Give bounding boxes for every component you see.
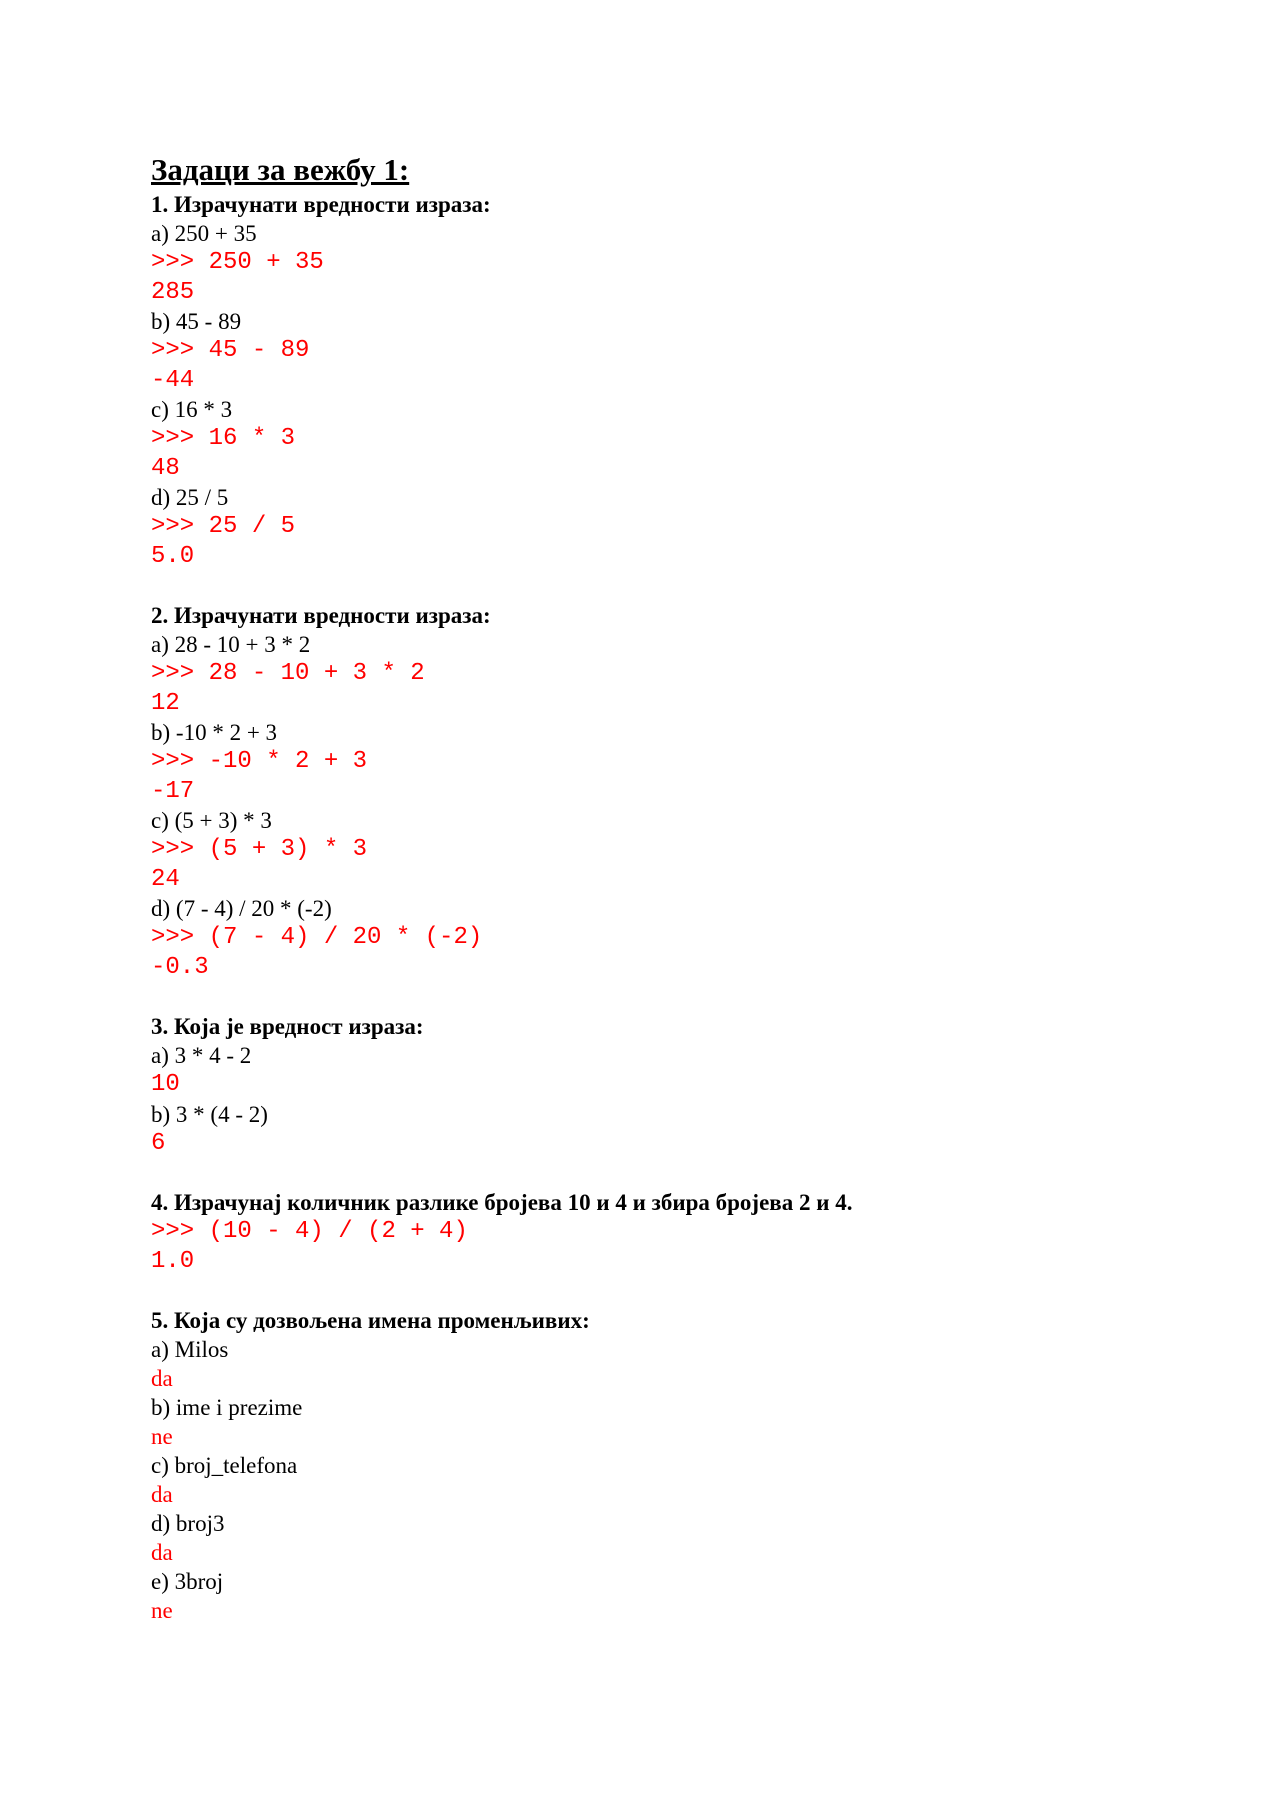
item-label: e) 3broj — [151, 1569, 224, 1594]
code-result: 24 — [151, 865, 180, 893]
document-page — [151, 152, 1151, 1625]
section-spacer — [151, 1158, 1151, 1188]
item-label: a) 3 * 4 - 2 — [151, 1043, 252, 1068]
document-title: Задаци за вежбу 1: — [151, 152, 410, 187]
item-label: c) broj_telefona — [151, 1453, 298, 1478]
section-spacer — [151, 1276, 1151, 1306]
item-label: b) 45 - 89 — [151, 309, 242, 334]
item-label: b) 3 * (4 - 2) — [151, 1101, 268, 1127]
question-3: 3. Која је вредност израза: — [151, 1014, 424, 1039]
code-line: >>> (7 - 4) / 20 * (-2) — [151, 924, 483, 951]
code-result: -44 — [151, 366, 195, 394]
answer-text: ne — [151, 1598, 173, 1623]
code-line: >>> 16 * 3 — [151, 425, 296, 452]
code-result: 48 — [151, 454, 180, 482]
code-line: >>> -10 * 2 + 3 — [151, 748, 368, 775]
answer-text: ne — [151, 1424, 173, 1449]
answer-text: da — [151, 1540, 173, 1565]
code-result: 1.0 — [151, 1247, 195, 1275]
item-label: c) 16 * 3 — [151, 397, 233, 422]
code-result: 285 — [151, 278, 195, 306]
item-label: c) (5 + 3) * 3 — [151, 808, 272, 833]
code-result: -0.3 — [151, 953, 209, 981]
code-line: >>> (10 - 4) / (2 + 4) — [151, 1218, 468, 1245]
item-label: a) Milos — [151, 1337, 229, 1362]
item-label: d) (7 - 4) / 20 * (-2) — [151, 896, 332, 921]
code-result: 12 — [151, 689, 180, 717]
item-label: b) ime i prezime — [151, 1395, 303, 1420]
code-result: 6 — [151, 1129, 166, 1157]
question-1: 1. Израчунати вредности израза: — [151, 192, 491, 217]
code-result: 5.0 — [151, 542, 195, 570]
code-result: 10 — [151, 1071, 180, 1098]
item-label: d) 25 / 5 — [151, 485, 229, 510]
code-line: >>> 45 - 89 — [151, 337, 310, 364]
section-spacer — [151, 571, 1151, 601]
item-label: a) 28 - 10 + 3 * 2 — [151, 632, 311, 657]
answer-text: da — [151, 1482, 173, 1507]
question-4: 4. Израчунај количник разлике бројева 10 и 4 и збира бројева 2 и 4. — [151, 1190, 853, 1215]
code-line: >>> (5 + 3) * 3 — [151, 836, 368, 863]
section-spacer — [151, 982, 1151, 1012]
code-line: >>> 28 - 10 + 3 * 2 — [151, 660, 425, 687]
answer-text: da — [151, 1366, 173, 1391]
item-label: b) -10 * 2 + 3 — [151, 720, 278, 745]
question-2: 2. Израчунати вредности израза: — [151, 603, 491, 628]
question-5: 5. Која су дозвољена имена променљивих: — [151, 1308, 590, 1333]
code-line: >>> 250 + 35 — [151, 249, 324, 276]
item-label: a) 250 + 35 — [151, 221, 257, 246]
item-label: d) broj3 — [151, 1511, 225, 1536]
code-result: -17 — [151, 777, 195, 805]
code-line: >>> 25 / 5 — [151, 513, 296, 540]
